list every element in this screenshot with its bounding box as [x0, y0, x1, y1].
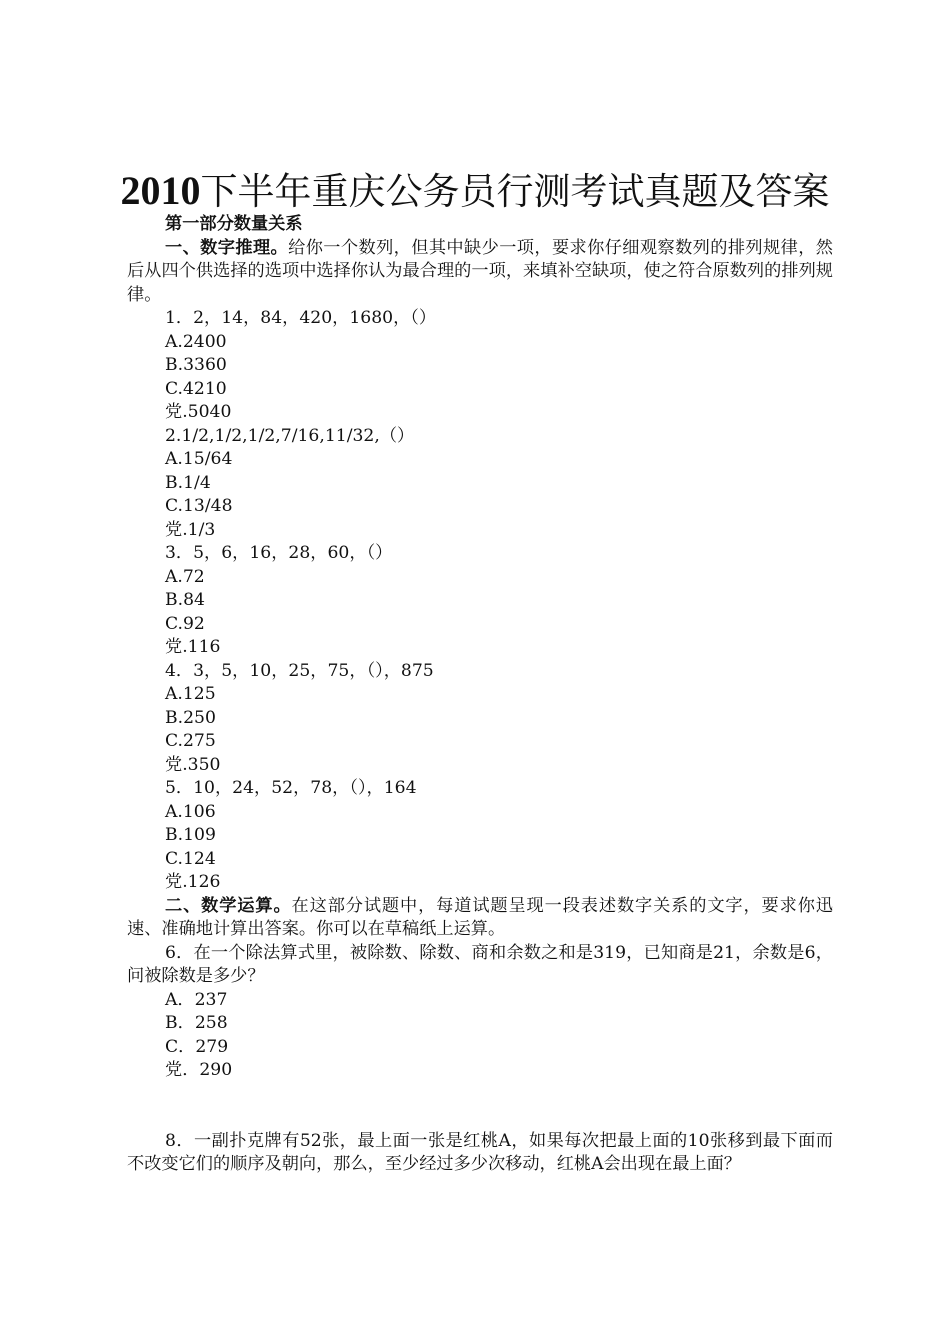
- q3-option-a: A.72: [165, 566, 205, 587]
- title-year: 2010: [120, 168, 201, 213]
- q4-option-d: 党.350: [165, 754, 221, 775]
- q5-option-b: B.109: [165, 825, 216, 845]
- title-text: 下半年重庆公务员行测考试真题及答案: [200, 170, 830, 213]
- q1-option-d: 党.5040: [165, 402, 232, 422]
- q4-option-b: B.250: [165, 707, 216, 728]
- part1-instructions: [127, 237, 833, 308]
- q4-option-c: C.275: [165, 731, 216, 751]
- question-5: 5．10，24，52，78，（），164: [165, 778, 417, 798]
- part2-label: 二、数学运算。: [165, 895, 292, 916]
- q5-option-c: C.124: [165, 848, 216, 869]
- q4-option-a: A.125: [165, 684, 216, 704]
- q2-option-b: B.1/4: [165, 472, 211, 493]
- q1-option-a: A.2400: [165, 331, 227, 352]
- q6-option-c: C．279: [165, 1036, 229, 1057]
- q5-option-d: 党.126: [165, 872, 221, 892]
- blank-gap: [127, 1083, 833, 1130]
- q6-option-a: A．237: [165, 989, 228, 1010]
- question-3: 3．5，6，16，28，60，（）: [165, 543, 393, 563]
- question-8: 8．一副扑克牌有52张，最上面一张是红桃A，如果每次把最上面的10张移到最下面而不改变它们的顺序及朝向，那么，至少经过多少次移动，红桃A会出现在最上面？: [127, 1130, 833, 1174]
- q3-option-d: 党.116: [165, 637, 221, 657]
- question-1: 1．2，14，84，420，1680，（）: [165, 308, 437, 328]
- question-6: 6．在一个除法算式里，被除数、除数、商和余数之和是319，已知商是21，余数是6，问被除数是多少？: [127, 942, 833, 986]
- q3-option-c: C.92: [165, 613, 205, 634]
- q2-option-d: 党.1/3: [165, 519, 216, 540]
- section-heading: 第一部分数量关系: [165, 214, 303, 234]
- q6-option-b: B．258: [165, 1013, 228, 1033]
- document-body: [127, 213, 833, 1177]
- part2-text: 在这部分试题中，每道试题呈现一段表述数字关系的文字，要求你迅速、准确地计算出答案。你可以在草稿纸上运算。: [127, 895, 833, 939]
- q6-option-d: 党．290: [165, 1060, 233, 1080]
- part1-text: 给你一个数列，但其中缺少一项，要求你仔细观察数列的排列规律，然后从四个供选择的选项中选择你认为最合理的一项，来填补空缺项，使之符合原数列的排列规律。: [127, 237, 833, 305]
- question-4: 4．3，5，10，25，75，（），875: [165, 660, 434, 681]
- q5-option-a: A.106: [165, 801, 216, 822]
- part1-label: 一、数字推理。: [165, 237, 289, 258]
- part2-instructions: [127, 895, 833, 942]
- q2-option-a: A.15/64: [165, 449, 233, 469]
- q3-option-b: B.84: [165, 590, 205, 610]
- q1-option-b: B.3360: [165, 355, 227, 375]
- q1-option-c: C.4210: [165, 378, 227, 399]
- q2-option-c: C.13/48: [165, 496, 233, 516]
- question-2: 2.1/2,1/2,1/2,7/16,11/32,（）: [165, 425, 415, 446]
- page-title: [0, 166, 950, 217]
